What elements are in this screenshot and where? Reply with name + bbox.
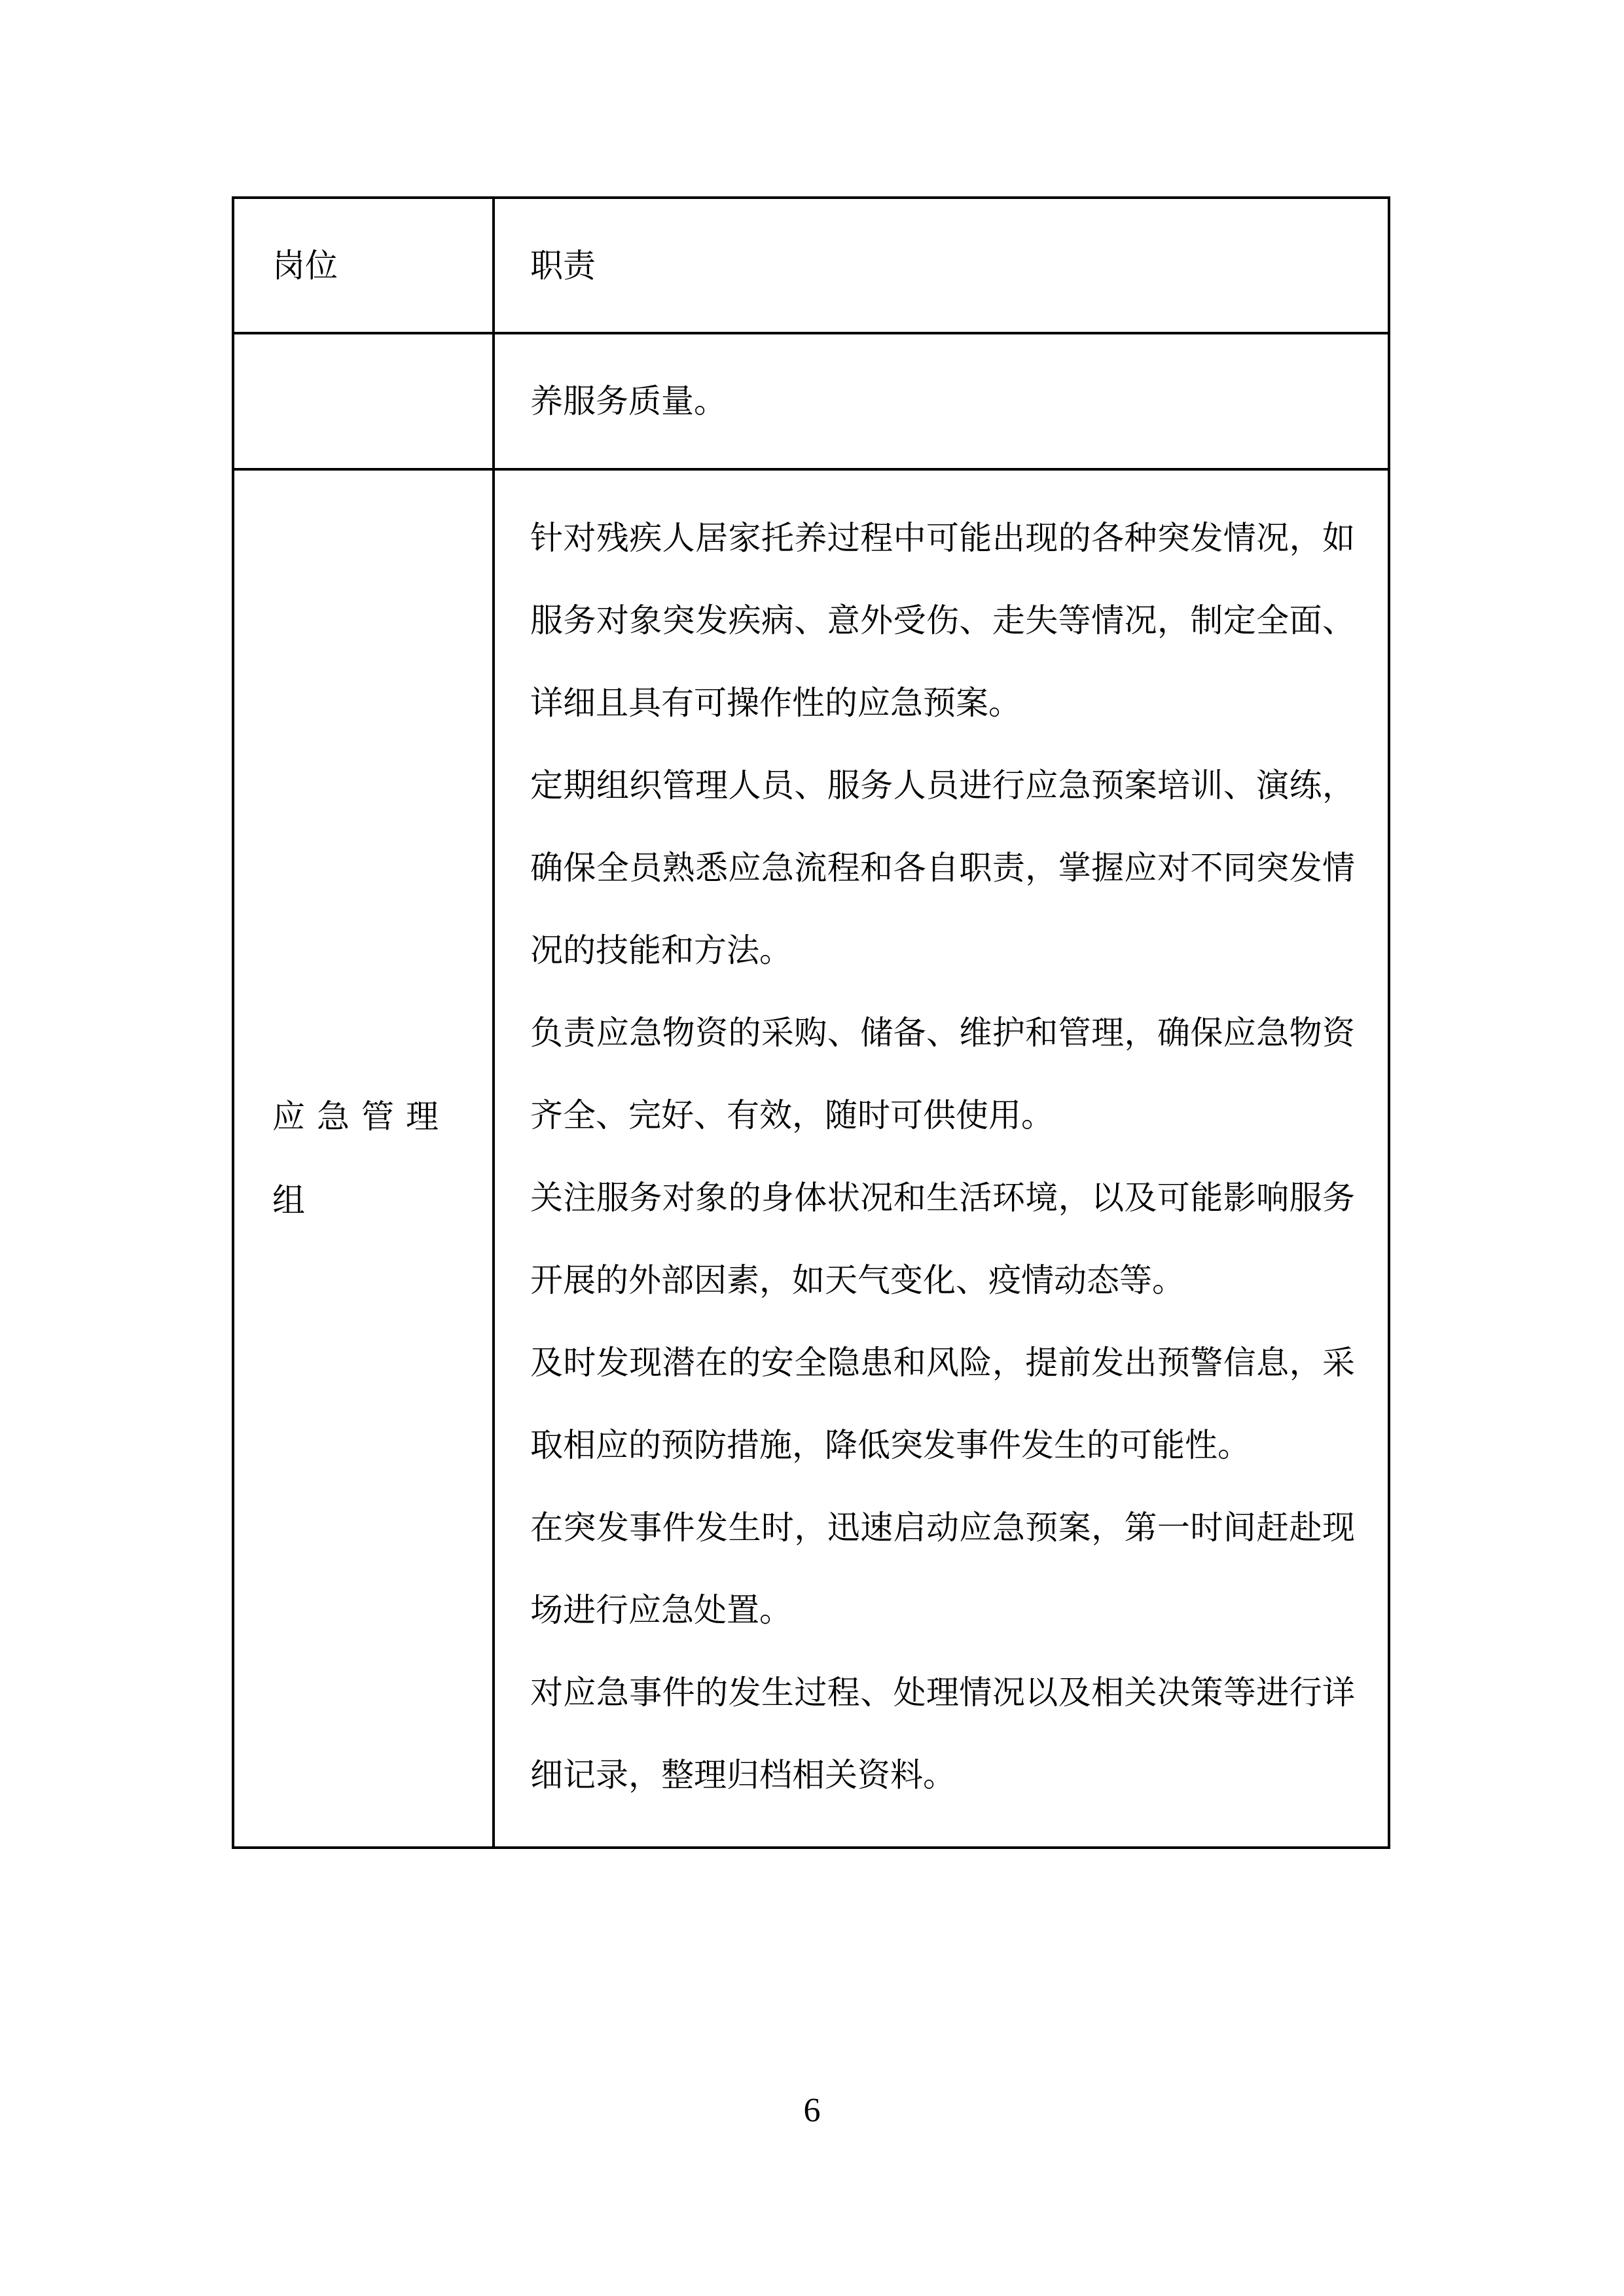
header-duty-label: 职责 [530, 246, 596, 285]
duty-paragraph: 针对残疾人居家托养过程中可能出现的各种突发情况，如服务对象突发疾病、意外受伤、走失等情况，制定全面、详细且具有可操作性的应急预案。 [530, 519, 1355, 722]
duty-paragraph: 关注服务对象的身体状况和生活环境，以及可能影响服务开展的外部因素，如天气变化、疫情动态等。 [530, 1179, 1355, 1299]
duty-paragraph: 负责应急物资的采购、储备、维护和管理，确保应急物资齐全、完好、有效，随时可供使用。 [530, 1014, 1355, 1134]
duty-paragraph: 定期组织管理人员、服务人员进行应急预案培训、演练，确保全员熟悉应急流程和各自职责，掌握应对不同突发情况的技能和方法。 [530, 766, 1355, 969]
position-cell [233, 333, 494, 469]
header-position-label: 岗位 [272, 246, 338, 285]
duty-table [232, 196, 1390, 1849]
position-cell [233, 469, 494, 1848]
duty-text: 养服务质量。 [530, 382, 727, 420]
table-header-row [233, 198, 1389, 333]
table-row [233, 469, 1389, 1848]
header-cell-duty [494, 198, 1389, 333]
page-number: 6 [803, 2092, 821, 2129]
duty-paragraph: 对应急事件的发生过程、处理情况以及相关决策等进行详细记录，整理归档相关资料。 [530, 1674, 1355, 1794]
duty-cell [494, 469, 1389, 1848]
header-cell-position [233, 198, 494, 333]
table-row-continuation [233, 333, 1389, 469]
position-label: 应急管理组 [272, 1098, 450, 1219]
duty-cell [494, 333, 1389, 469]
duty-paragraph: 及时发现潜在的安全隐患和风险，提前发出预警信息，采取相应的预防措施，降低突发事件发生的可能性。 [530, 1344, 1355, 1464]
duty-list [530, 471, 1355, 1846]
duty-paragraph: 在突发事件发生时，迅速启动应急预案，第一时间赶赴现场进行应急处置。 [530, 1509, 1355, 1629]
